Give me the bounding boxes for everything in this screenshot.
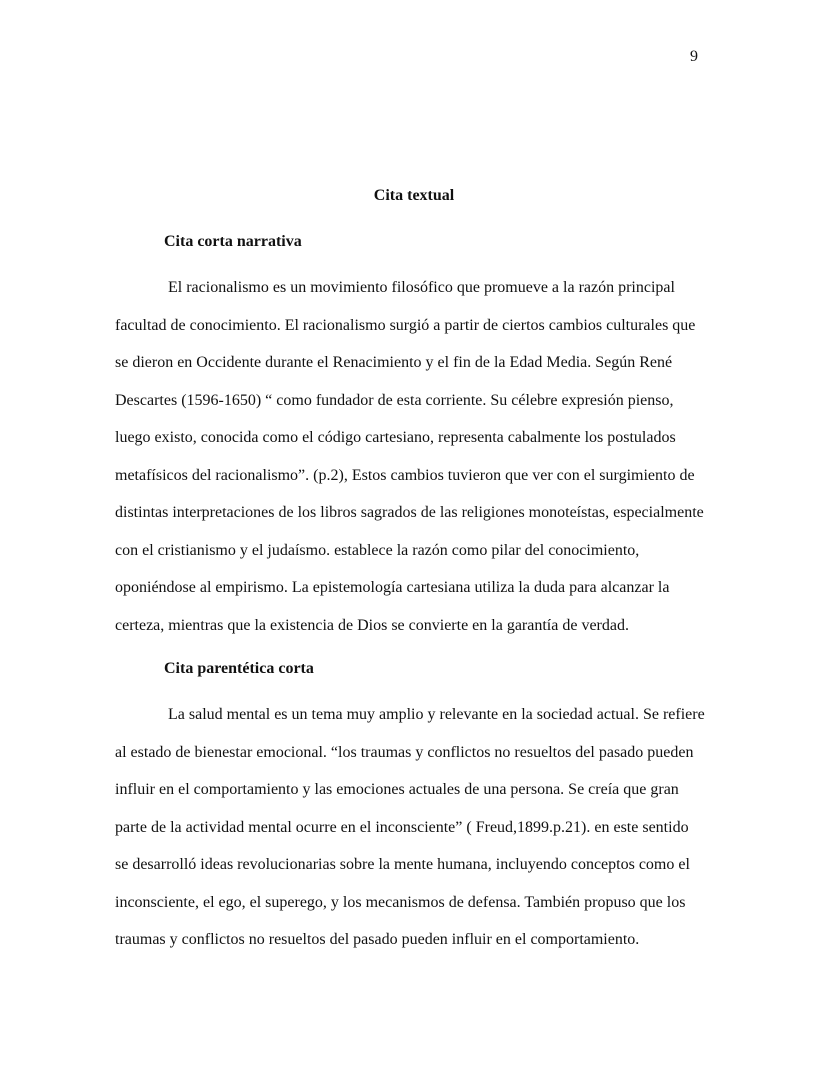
section-heading-cita-corta-narrativa: Cita corta narrativa xyxy=(164,233,302,250)
paragraph-line: influir en el comportamiento y las emociones actuales de una persona. Se creía que gran xyxy=(115,781,679,798)
paragraph-line: traumas y conflictos no resueltos del pasado pueden influir en el comportamiento. xyxy=(115,931,640,948)
paragraph-line: metafísicos del racionalismo”. (p.2), Estos cambios tuvieron que ver con el surgimiento de xyxy=(115,466,695,484)
page-number: 9 xyxy=(690,48,698,65)
paragraph-line: se dieron en Occidente durante el Renacimiento y el fin de la Edad Media. Según René xyxy=(115,354,673,371)
paragraph-salud-mental xyxy=(115,705,715,968)
paragraph-line: El racionalismo es un movimiento filosófico que promueve a la razón principal xyxy=(168,279,675,296)
paragraph-line: se desarrolló ideas revolucionarias sobre la mente humana, incluyendo conceptos como el xyxy=(115,856,690,873)
paragraph-line: distintas interpretaciones de los libros sagrados de las religiones monoteístas, especialmente xyxy=(115,504,704,521)
section-heading-cita-parentetica-corta: Cita parentética corta xyxy=(164,660,314,677)
paragraph-line: parte de la actividad mental ocurre en el inconsciente” ( Freud,1899.p.21). en este sentido xyxy=(115,818,689,836)
paragraph-line: facultad de conocimiento. El racionalismo surgió a partir de ciertos cambios culturales que xyxy=(115,316,696,334)
paragraph-line: Descartes (1596-1650) “ como fundador de esta corriente. Su célebre expresión pienso, xyxy=(115,391,674,409)
paragraph-line: luego existo, conocida como el código cartesiano, representa cabalmente los postulados xyxy=(115,429,676,446)
page-title: Cita textual xyxy=(373,187,455,204)
paragraph-line: con el cristianismo y el judaísmo. establece la razón como pilar del conocimiento, xyxy=(115,541,640,559)
paragraph-racionalismo xyxy=(115,278,715,653)
paragraph-line: inconsciente, el ego, el superego, y los mecanismos de defensa. También propuso que los xyxy=(115,893,686,911)
paragraph-line: La salud mental es un tema muy amplio y relevante en la sociedad actual. Se refiere xyxy=(168,706,705,723)
paragraph-line: oponiéndose al empirismo. La epistemología cartesiana utiliza la duda para alcanzar la xyxy=(115,579,670,596)
paragraph-line: certeza, mientras que la existencia de Dios se convierte en la garantía de verdad. xyxy=(115,616,629,634)
paragraph-line: al estado de bienestar emocional. “los traumas y conflictos no resueltos del pasado pueden xyxy=(115,743,694,761)
